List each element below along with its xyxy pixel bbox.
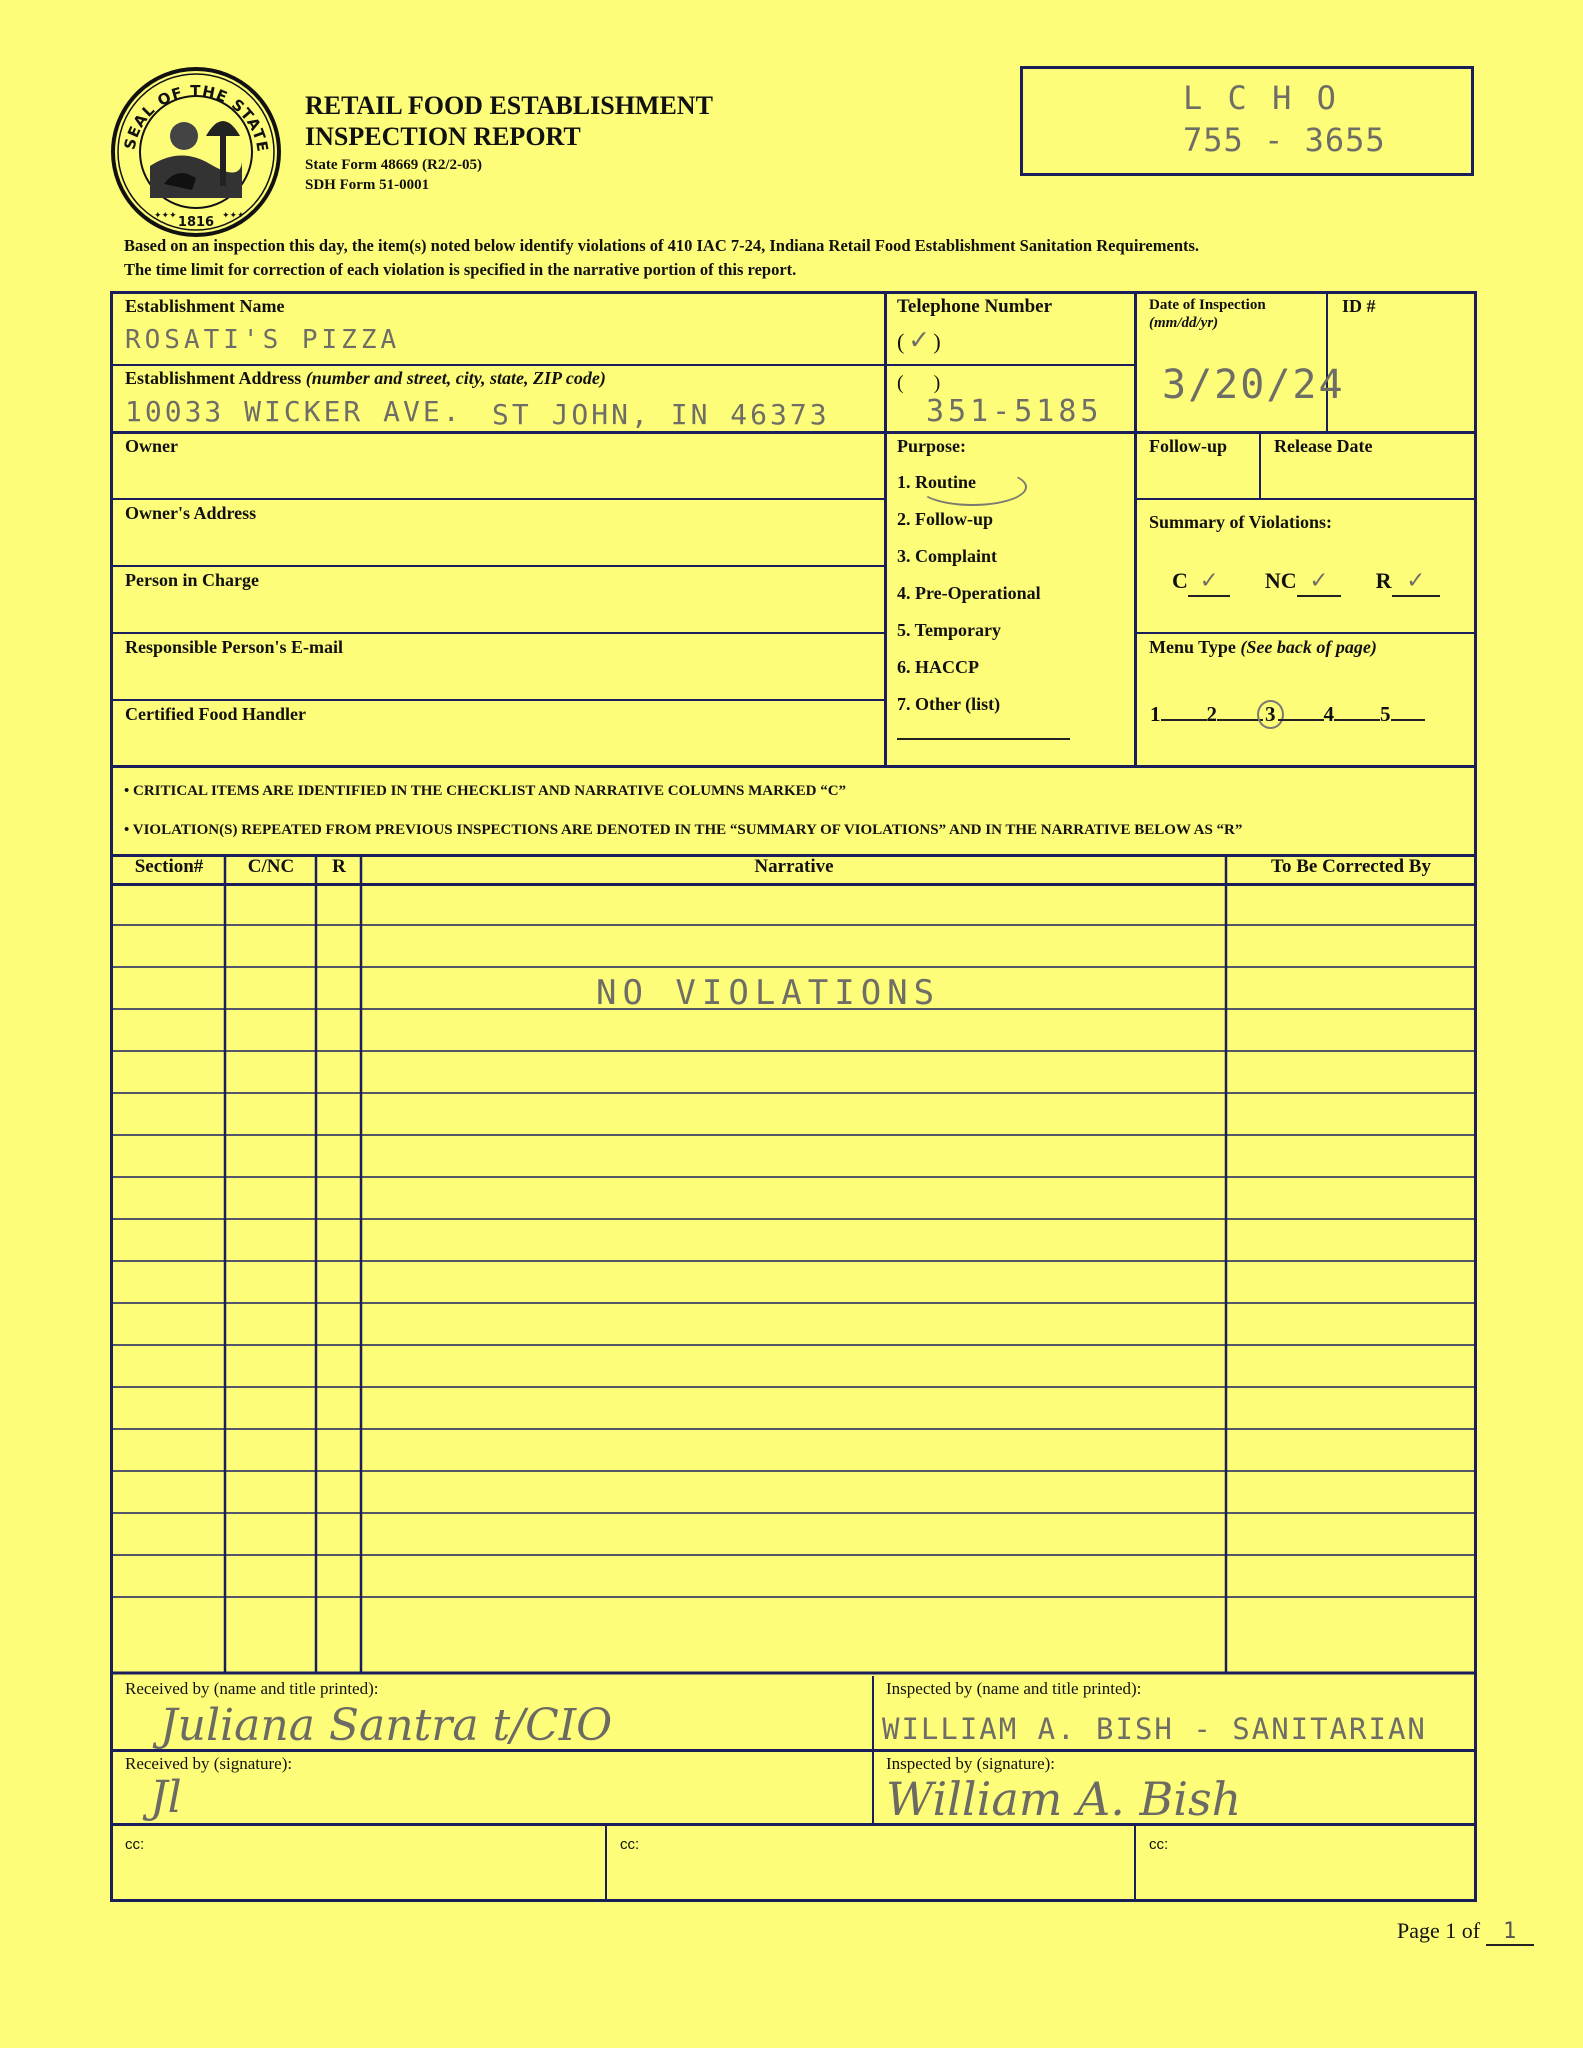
agency-name: L C H O	[1183, 79, 1339, 117]
col-cnc: C/NC	[247, 856, 295, 877]
telephone-area-code: ( )	[897, 372, 941, 394]
cc-label-1: cc:	[125, 1836, 145, 1853]
purpose-temporary: 5. Temporary	[897, 620, 1002, 640]
critical-note: • CRITICAL ITEMS ARE IDENTIFIED IN THE CHECKLIST AND NARRATIVE COLUMNS MARKED “C”	[124, 783, 847, 799]
inspected-name-label: Inspected by (name and title printed):	[886, 1679, 1142, 1698]
menu-type-hint: (See back of page)	[1240, 637, 1377, 657]
received-signature: Jl	[150, 1772, 182, 1823]
summary-r-check: ✓	[1392, 565, 1440, 597]
telephone-value: 351-5185	[926, 394, 1103, 429]
purpose-follow-up: 2. Follow-up	[897, 509, 994, 529]
menu-type-options	[1150, 702, 1425, 727]
col-r: R	[332, 856, 346, 877]
col-section: Section#	[134, 856, 204, 877]
state-form-number: State Form 48669 (R2/2-05)	[305, 157, 483, 173]
state-seal	[110, 66, 282, 238]
received-signature-label: Received by (signature):	[125, 1754, 293, 1773]
purpose-pre-operational: 4. Pre-Operational	[897, 583, 1041, 603]
purpose-complaint: 3. Complaint	[897, 546, 998, 566]
page-number	[1397, 1918, 1534, 1946]
establishment-address-city: ST JOHN, IN 46373	[492, 398, 830, 431]
owner-address-label: Owner's Address	[125, 503, 257, 523]
telephone-paren-open: (	[897, 329, 905, 354]
svg-text:✦✦✦: ✦✦✦	[154, 211, 177, 221]
telephone-label: Telephone Number	[897, 296, 1053, 317]
seal-year: 1816	[177, 215, 215, 230]
inspected-name-value: WILLIAM A. BISH - SANITARIAN	[882, 1712, 1427, 1746]
menu-option-5: 5	[1380, 702, 1391, 726]
inspection-date-value: 3/20/24	[1162, 362, 1345, 408]
establishment-address-hint: (number and street, city, state, ZIP code)	[305, 368, 606, 388]
received-name-label: Received by (name and title printed):	[125, 1679, 379, 1698]
purpose-label: Purpose:	[897, 436, 966, 456]
purpose-routine: 1. Routine	[897, 472, 977, 492]
establishment-address-label: Establishment Address	[125, 368, 302, 388]
inspected-signature: William A. Bish	[886, 1772, 1242, 1826]
summary-nc-check: ✓	[1297, 565, 1341, 597]
received-name-value: Juliana Santra t/CIO	[160, 1700, 613, 1751]
menu-option-4: 4	[1323, 702, 1334, 726]
cc-label-3: cc:	[1149, 1836, 1169, 1853]
menu-option-2: 2	[1206, 702, 1217, 726]
intro-line1: Based on an inspection this day, the item(s) noted below identify violations of 410 IAC 7-24, Indiana Retail Food Establishment Sanitation Requirements.	[124, 236, 1200, 255]
summary-marks	[1172, 565, 1440, 597]
intro-line2: The time limit for correction of each violation is specified in the narrative portion of this report.	[124, 260, 797, 279]
page-label: Page 1 of	[1397, 1918, 1481, 1943]
telephone-check-mark: ✓	[909, 322, 928, 357]
report-title-line1: RETAIL FOOD ESTABLISHMENT	[305, 91, 713, 120]
agency-box	[1020, 66, 1474, 176]
owner-label: Owner	[125, 436, 178, 456]
page-total: 1	[1486, 1919, 1534, 1946]
date-label: Date of Inspection	[1149, 297, 1266, 313]
menu-option-1: 1	[1150, 702, 1161, 726]
person-in-charge-label: Person in Charge	[125, 570, 259, 590]
summary-r-label: R	[1375, 568, 1392, 593]
summary-c-label: C	[1172, 568, 1188, 593]
certified-handler-label: Certified Food Handler	[125, 704, 306, 724]
purpose-list	[897, 472, 1127, 752]
responsible-email-label: Responsible Person's E-mail	[125, 637, 344, 657]
date-hint: (mm/dd/yr)	[1149, 315, 1219, 331]
cc-label-2: cc:	[620, 1836, 640, 1853]
establishment-address-street: 10033 WICKER AVE.	[125, 395, 463, 428]
repeated-note: • VIOLATION(S) REPEATED FROM PREVIOUS INSPECTIONS ARE DENOTED IN THE “SUMMARY OF VIOLATIONS” AND IN THE NARRATIVE BELOW AS “R”	[124, 822, 1243, 838]
summary-label: Summary of Violations:	[1149, 512, 1333, 532]
inspected-signature-label: Inspected by (signature):	[886, 1754, 1055, 1773]
seal-text: SEAL OF THE STATE	[120, 81, 272, 154]
agency-phone: 755 - 3655	[1183, 121, 1386, 159]
narrative-entry: NO VIOLATIONS	[596, 973, 941, 1013]
summary-c-check: ✓	[1188, 565, 1230, 597]
purpose-haccp: 6. HACCP	[897, 657, 979, 677]
id-label: ID #	[1342, 296, 1376, 316]
svg-text:✦✦✦: ✦✦✦	[222, 211, 245, 221]
col-corrected-by: To Be Corrected By	[1271, 856, 1431, 877]
purpose-other: 7. Other (list)	[897, 694, 1001, 714]
release-date-label: Release Date	[1274, 436, 1373, 456]
establishment-name-label: Establishment Name	[125, 296, 285, 316]
telephone-paren-close: )	[933, 329, 941, 354]
menu-option-3: 3	[1257, 700, 1284, 729]
report-title-line2: INSPECTION REPORT	[305, 122, 581, 151]
follow-up-label: Follow-up	[1149, 436, 1228, 456]
menu-type-label: Menu Type	[1149, 637, 1236, 657]
col-narrative: Narrative	[754, 856, 834, 877]
routine-selection-mark	[918, 468, 1027, 506]
summary-nc-label: NC	[1264, 568, 1297, 593]
establishment-name-value: ROSATI'S PIZZA	[125, 325, 401, 355]
sdh-form-number: SDH Form 51-0001	[305, 177, 430, 193]
